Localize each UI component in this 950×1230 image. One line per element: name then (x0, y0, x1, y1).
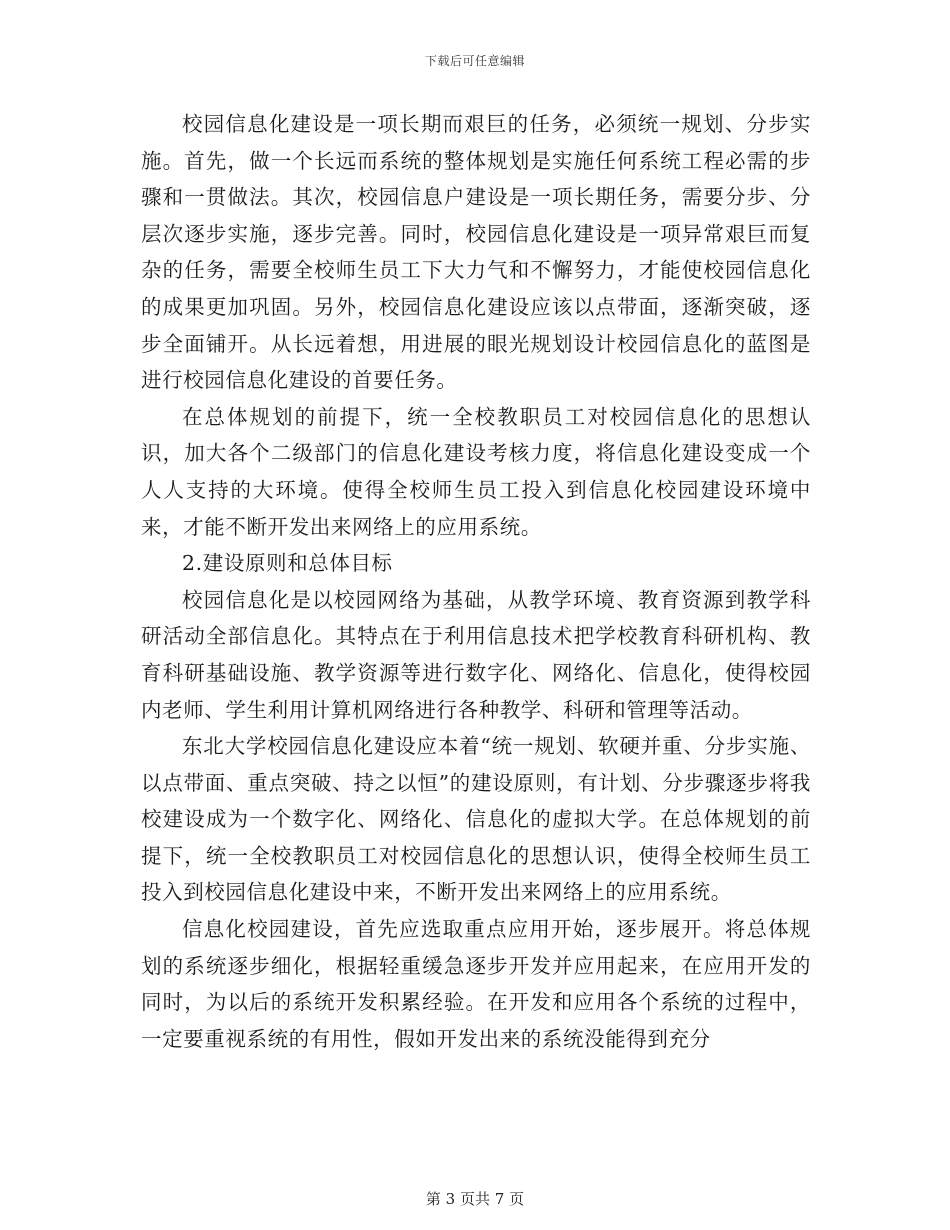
document-body (141, 106, 811, 1057)
paragraph-1: 校园信息化建设是一项长期而艰巨的任务，必须统一规划、分步实施。首先，做一个长远而系统的整体规划是实施任何系统工程必需的步骤和一贯做法。其次，校园信息户建设是一项长期任务，需要分步、分层次逐步实施，逐步完善。同时，校园信息化建设是一项异常艰巨而复杂的任务，需要全校师生员工下大力气和不懈努力，才能使校园信息化的成果更加巩固。另外，校园信息化建设应该以点带面，逐渐突破，逐步全面铺开。从长远着想，用进展的眼光规划设计校园信息化的蓝图是进行校园信息化建设的首要任务。 (141, 112, 811, 393)
page-footer: 第 3 页共 7 页 (425, 1190, 525, 1208)
paragraph-4: 东北大学校园信息化建设应本着“统一规划、软硬并重、分步实施、以点带面、重点突破、持之以恒”的建设原则，有计划、分步骤逐步将我校建设成为一个数字化、网络化、信息化的虚拟大学。在总体规划的前提下，统一全校教职员工对校园信息化的思想认识，使得全校师生员工投入到校园信息化建设中来，不断开发出来网络上的应用系统。 (141, 734, 811, 905)
paragraph-2: 在总体规划的前提下，统一全校教职员工对校园信息化的思想认识，加大各个二级部门的信息化建设考核力度，将信息化建设变成一个人人支持的大环境。使得全校师生员工投入到信息化校园建设环境中来，才能不断开发出来网络上的应用系统。 (141, 404, 811, 539)
page-header: 下载后可任意编辑 (424, 54, 525, 68)
section-heading: 2.建设原则和总体目标 (182, 551, 393, 576)
paragraph-3: 校园信息化是以校园网络为基础，从教学环境、教育资源到教学科研活动全部信息化。其特点在于利用信息技术把学校教育科研机构、教育科研基础设施、教学资源等进行数字化、网络化、信息化，使得校园内老师、学生利用计算机网络进行各种教学、科研和管理等活动。 (141, 587, 811, 722)
paragraph-5: 信息化校园建设，首先应选取重点应用开始，逐步展开。将总体规划的系统逐步细化，根据轻重缓急逐步开发并应用起来，在应用开发的同时，为以后的系统开发积累经验。在开发和应用各个系统的过程中，一定要重视系统的有用性，假如开发出来的系统没能得到充分 (141, 917, 811, 1051)
